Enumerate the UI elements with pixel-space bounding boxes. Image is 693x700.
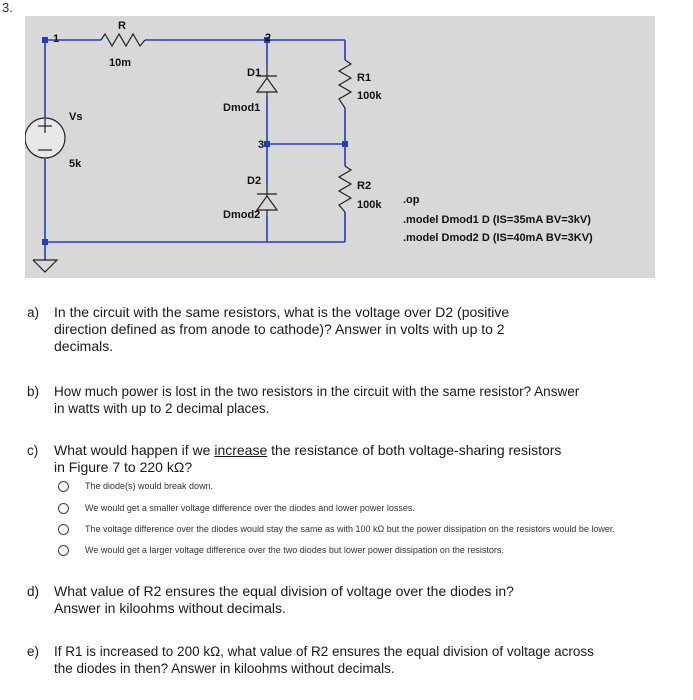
source-name: Vs	[69, 111, 83, 123]
question-c-line-1	[54, 442, 674, 459]
resistor-r2-name: R2	[357, 180, 372, 192]
diode-d1-name: D1	[247, 67, 262, 79]
node-dots	[42, 37, 348, 245]
question-a-letter: a)	[27, 305, 40, 320]
question-a-line-2: direction defined as from anode to cathode)? Answer in volts with up to 2	[54, 321, 505, 337]
resistor-r1-value: 100k	[357, 90, 382, 102]
directive-model-dmod2: .model Dmod2 D (IS=40mA BV=3KV)	[403, 232, 593, 244]
circuit-schematic	[25, 16, 655, 278]
source-value: 5k	[69, 158, 82, 170]
question-a-line-1: In the circuit with the same resistors, what is the voltage over D2 (positive	[54, 304, 510, 320]
node-label-2: 2	[265, 32, 272, 44]
question-c-letter: c)	[27, 443, 39, 458]
question-d-letter: d)	[27, 584, 40, 599]
ground-symbol	[33, 260, 57, 272]
option-c-1-label: The diode(s) would break down.	[85, 481, 214, 491]
question-c-emphasis: increase	[214, 442, 268, 458]
node-label-3: 3	[258, 139, 265, 151]
question-number: 3.	[2, 0, 13, 15]
question-d-line-2: Answer in kiloohms without decimals.	[54, 600, 286, 616]
question-c-line-2: in Figure 7 to 220 kΩ?	[54, 459, 193, 475]
radio-icon[interactable]	[58, 545, 69, 556]
option-c-2-label: We would get a smaller voltage difference over the diodes and lower power losses.	[85, 503, 415, 513]
diode-d1-model: Dmod1	[223, 102, 261, 114]
directive-op: .op	[403, 194, 420, 206]
resistor-r1-symbol	[339, 60, 351, 108]
radio-icon[interactable]	[58, 481, 69, 492]
question-e-line-2: the diodes in then? Answer in kiloohms without decimals.	[54, 661, 395, 676]
resistor-r2-value: 100k	[357, 199, 382, 211]
resistor-r-value: 10m	[109, 57, 132, 69]
radio-icon[interactable]	[58, 503, 69, 514]
question-c-line-1-end: the resistance of both voltage-sharing resistors	[267, 442, 562, 458]
resistor-r2-symbol	[339, 166, 351, 212]
resistor-r1-name: R1	[357, 72, 372, 84]
resistor-r-symbol	[101, 34, 145, 46]
question-d-line-1: What value of R2 ensures the equal division of voltage over the diodes in?	[54, 583, 514, 599]
option-c-3-label: The voltage difference over the diodes would stay the same as with 100 kΩ but the power dissipation on the resistors would be lower.	[85, 524, 615, 534]
question-e-letter: e)	[27, 644, 40, 659]
question-b-line-2: in watts with up to 2 decimal places.	[54, 401, 270, 416]
node-label-1: 1	[53, 33, 60, 45]
radio-icon[interactable]	[58, 524, 69, 535]
resistor-r-name: R	[118, 20, 126, 32]
option-c-4-label: We would get a larger voltage difference over the two diodes but lower power dissipation on the resistors.	[85, 545, 504, 555]
question-b-line-1: How much power is lost in the two resistors in the circuit with the same resistor? Answer	[54, 384, 580, 399]
question-c-line-1-start: What would happen if we	[54, 442, 215, 458]
question-a-line-3: decimals.	[54, 338, 114, 354]
diode-d2-name: D2	[247, 175, 262, 187]
question-e-line-1: If R1 is increased to 200 kΩ, what value of R2 ensures the equal division of voltage across	[54, 644, 594, 659]
question-b-letter: b)	[27, 384, 40, 399]
directive-model-dmod1: .model Dmod1 D (IS=35mA BV=3kV)	[403, 214, 591, 226]
diode-d2-model: Dmod2	[223, 209, 261, 221]
